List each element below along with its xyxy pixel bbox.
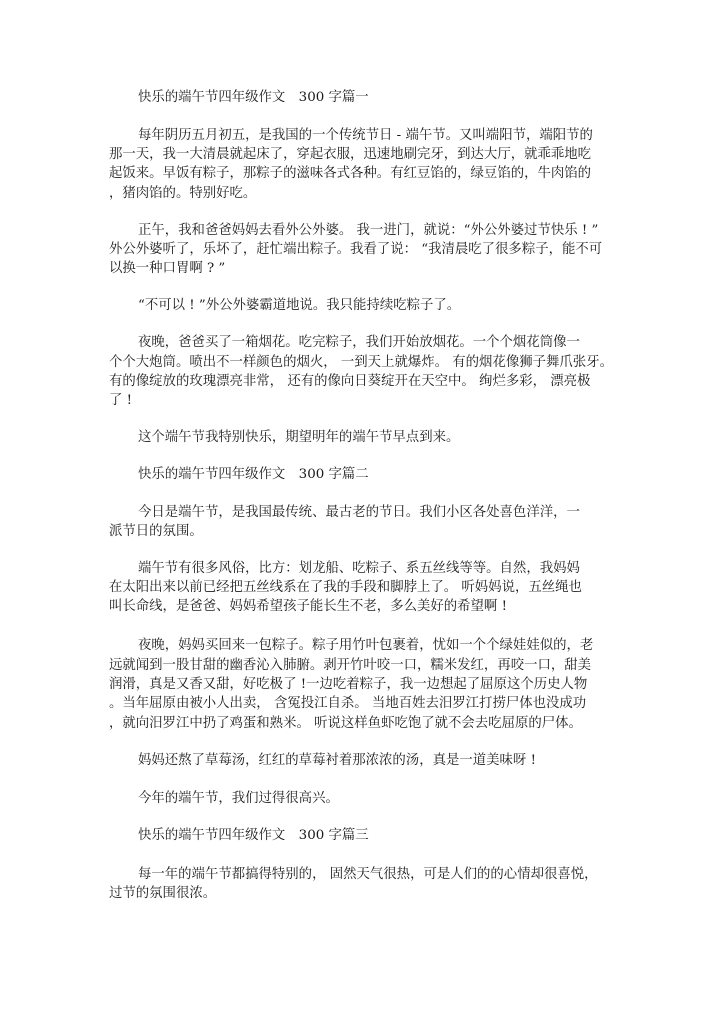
text-line: 过节的氛围很浓。: [109, 886, 217, 901]
text-line: 。当年屈原由被小人出卖， 含冤投江自杀。 当地百姓去汨罗江打捞尸体也没成功: [109, 696, 587, 711]
text-line: 有的像绽放的玫瑰漂亮非常， 还有的像向日葵绽开在天空中。 绚烂多彩， 漂亮极: [109, 374, 591, 389]
text-line: ，猪肉馅的。特别好吃。: [109, 186, 257, 201]
text-line: 夜晚，爸爸买了一箱烟花。吃完粽子，我们开始放烟花。一个个烟花筒像一: [138, 335, 580, 350]
text-line: 正午，我和爸爸妈妈去看外公外婆。 我一进门，就说：“外公外婆过节快乐 ! ”: [138, 223, 599, 238]
text-line: 润滑，真是又香又甜，好吃极了 !一边吃着粽子，我一边想起了屈原这个历史人物: [109, 677, 588, 692]
text-line: 那一天，我一大清晨就起床了，穿起衣服，迅速地刷完牙，到达大厅，就乖乖地吃: [109, 147, 592, 162]
text-line: ，就向汨罗江中扔了鸡蛋和熟米。 听说这样鱼虾吃饱了就不会去吃屈原的尸体。: [109, 716, 582, 731]
section-heading-2: 快乐的端午节四年级作文 300 字篇二: [138, 467, 369, 482]
text-line: 个个大炮筒。喷出不一样颜色的烟火， 一到天上就爆炸。 有的烟花像狮子舞爪张牙。: [109, 355, 613, 370]
text-line: 在太阳出来以前已经把五丝线系在了我的手段和脚脖上了。 听妈妈说，五丝绳也: [109, 580, 582, 595]
text-line: 端午节有很多风俗，比方：划龙船、吃粽子、系五丝线等等。自然，我妈妈: [138, 561, 580, 576]
text-line: 叫长命线，是爸爸、妈妈希望孩子能长生不老，多么美好的希望啊 !: [109, 599, 507, 614]
text-line: 派节日的氛围。: [109, 524, 203, 539]
text-line: 今日是端午节，是我国最传统、最古老的节日。我们小区各处喜色洋洋，一: [138, 505, 580, 520]
section-heading-1: 快乐的端午节四年级作文 300 字篇一: [138, 90, 369, 105]
text-line: 这个端午节我特别快乐，期望明年的端午节早点到来。: [138, 430, 460, 445]
text-line: 夜晚，妈妈买回来一包粽子。粽子用竹叶包裹着，忧如一个个绿娃娃似的，老: [138, 638, 594, 653]
text-line: “不可以 ! ”外公外婆霸道地说。我只能持续吃粽子了。: [138, 298, 461, 313]
text-line: 远就闻到一股甘甜的幽香沁入肺腑。剥开竹叶咬一口，糯米发红，再咬一口，甜美: [109, 658, 592, 673]
text-line: 每一年的端午节都搞得特别的， 固然天气很热，可是人们的的心情却很喜悦，: [138, 867, 598, 882]
section-heading-3: 快乐的端午节四年级作文 300 字篇三: [138, 828, 369, 843]
text-line: 妈妈还熬了草莓汤，红红的草莓衬着那浓浓的汤，真是一道美味呀 !: [138, 753, 536, 768]
text-line: 外公外婆听了，乐坏了，赶忙端出粽子。我看了说： “我清晨吃了很多粽子，能不可: [109, 242, 603, 257]
text-line: 每年阴历五月初五，是我国的一个传统节日 - 端午节。又叫端阳节，端阳节的: [138, 128, 593, 143]
text-line: 了 !: [109, 393, 133, 408]
text-line: 起饭来。早饭有粽子，那粽子的滋味各式各种。有红豆馅的，绿豆馅的，牛肉馅的: [109, 166, 592, 181]
text-line: 以换一种口胃啊 ? ”: [109, 261, 226, 276]
text-line: 今年的端午节，我们过得很高兴。: [138, 791, 339, 806]
